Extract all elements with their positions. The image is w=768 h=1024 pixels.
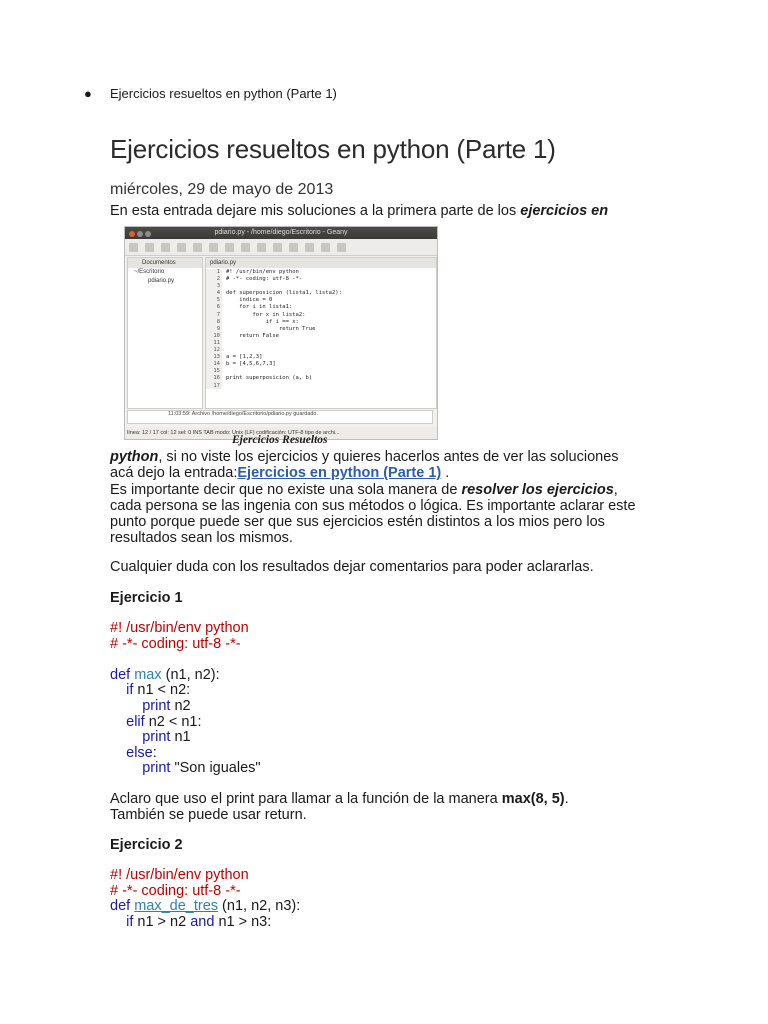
code-text: n1 [170,729,191,746]
paragraph-comments: Cualquier duda con los resultados dejar comentarios para poder aclararlas. [110,559,594,575]
para2-line4: resultados sean los mismos. [110,530,293,547]
intro-emphasis: ejercicios en [520,203,609,219]
para2-comma: , [613,481,618,498]
para1-text-c: . [441,465,450,482]
post-title: Ejercicios resueltos en python (Parte 1) [110,134,556,164]
code-text: n1 > n2 [133,913,191,930]
window-title: pdiario.py - /home/diego/Escritorio - Geany [214,229,348,236]
sidebar-folder: ~/Escritorio [134,269,165,275]
code-function-name: max_de_tres [134,898,219,915]
code-text: : [152,744,157,761]
code-keyword: print [142,729,171,746]
note-code-example: max(8, 5) [501,791,565,807]
paragraph-python [110,449,670,547]
python-emphasis: python [110,449,159,465]
message-pane: 11:03:59: Archivo /home/diego/Escritorio/pdiario.py guardado. [127,410,433,424]
exercise-1-heading: Ejercicio 1 [110,590,183,606]
editor-pane [205,257,437,409]
bullet-icon: ● [84,86,92,101]
toc-item-label: Ejercicios resueltos en python (Parte 1) [110,86,337,101]
code-coding: # -*- coding: utf-8 -*- [110,635,241,652]
code-keyword: print [142,697,171,714]
note-paragraph [110,791,569,824]
window-titlebar [125,227,437,239]
code-text: n2 < n1: [144,713,202,730]
para2-emphasis: resolver los ejercicios [461,481,614,498]
note-period: . [564,791,569,807]
intro-text: En esta entrada dejare mis soluciones a la primera parte de los [110,203,521,219]
sidebar-file: pdiario.py [148,278,175,284]
para2-text: Es importante decir que no existe una sola manera de [110,481,462,498]
note-line2: También se puede usar return. [110,807,307,824]
code-keyword: elif [126,713,145,730]
code-coding: # -*- coding: utf-8 -*- [110,882,241,899]
code-text: n1 < n2: [133,682,191,699]
code-keyword: if [126,682,134,699]
editor-screenshot-image [124,226,438,440]
exercise-2-heading: Ejercicio 2 [110,837,183,853]
file-tab: pdiario.py [206,258,436,268]
code-keyword: if [126,913,134,930]
line-number-gutter: 1 2 3 4 5 6 7 8 9 10 11 12 13 14 15 16 17 [206,269,222,389]
para1-text: , si no viste los ejercicios y quieres hacerlos antes de ver las soluciones [158,449,619,465]
code-keyword: and [190,913,215,930]
sidebar-tab: Documentos [128,258,202,268]
post-date: miércoles, 29 de mayo de 2013 [110,181,334,198]
editor-statusbar: línea: 12 / 17 col: 12 sel: 0 INS TAB modo: Unix (LF) codificación: UTF-8 tipo de archi... [125,427,438,439]
source-code: #! /usr/bin/env python # -*- coding: utf-8 -*- def superposicion (lista1, lista2): indice = 0 for i in lista1: for x in lista2: if i == x: return True return False a = [1,2,3] b = [4,5,6,7,3] print superposicion (a, b) [226,269,342,382]
para1-text-b: acá dejo la entrada: [110,465,238,482]
code-text: n1 > n3: [214,913,272,930]
exercise-1-code [110,621,261,777]
entry-link[interactable]: Ejercicios en python (Parte 1) [237,465,442,482]
code-shebang: #! /usr/bin/env python [110,620,249,636]
code-function-name: max [134,666,162,683]
code-shebang: #! /usr/bin/env python [110,867,249,883]
note-text: Aclaro que uso el print para llamar a la función de la manera [110,791,502,807]
intro-paragraph [110,203,608,219]
editor-toolbar [125,239,437,256]
exercise-2-code [110,868,300,930]
image-caption: Ejercicios Resueltos [232,434,328,446]
para2-line3: punto porque puede ser que sus ejercicios estén distintos a los mios pero los [110,514,605,531]
code-keyword: else [126,744,153,761]
code-keyword: def [110,898,131,915]
code-text: "Son iguales" [170,760,261,777]
code-keyword: print [142,760,171,777]
para2-line2: cada persona se las ingenia con sus métodos o lógica. Es importante aclarar este [110,497,636,514]
editor-sidebar [127,257,203,409]
code-text: n2 [170,697,191,714]
code-args: (n1, n2): [161,666,220,683]
code-args: (n1, n2, n3): [218,898,301,915]
window-buttons-icon [129,230,153,242]
code-keyword: def [110,666,131,683]
